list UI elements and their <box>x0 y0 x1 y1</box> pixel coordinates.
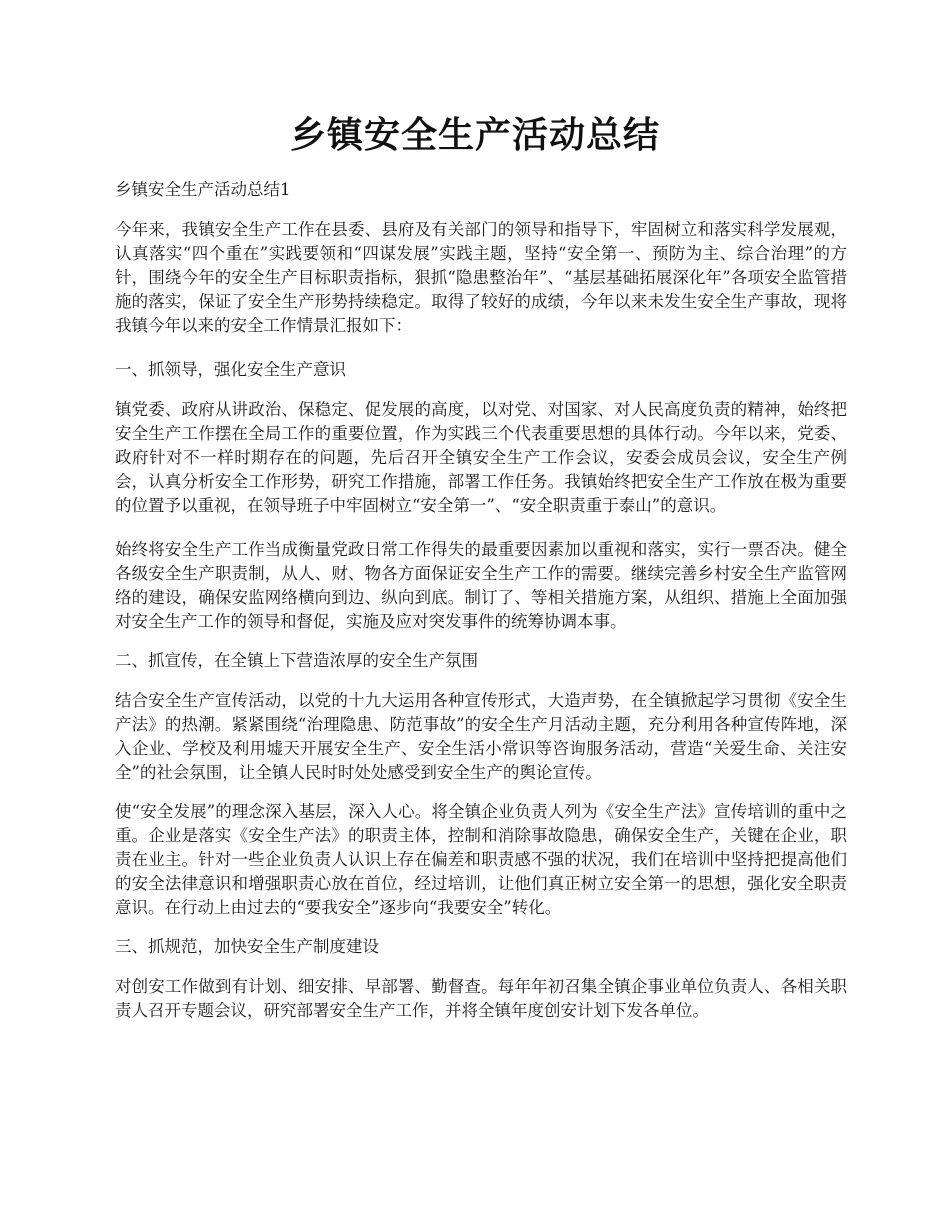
body-paragraph: 结合安全生产宣传活动，以党的十九大运用各种宣传形式，大造声势，在全镇掀起学习贯彻《安全生产法》的热潮。紧紧围绕“治理隐患、防范事故”的安全生产月活动主题，充分利用各种宣传阵地，深入企业、学校及利用墟天开展安全生产、安全生活小常识等咨询服务活动，营造“关爱生命、关注安全”的社会氛围，让全镇人民时时处处感受到安全生产的舆论宣传。 <box>115 691 847 782</box>
intro-paragraph: 今年来，我镇安全生产工作在县委、县府及有关部门的领导和指导下，牢固树立和落实科学发展观，认真落实“四个重在”实践要领和“四谋发展”实践主题，坚持“安全第一、预防为主、综合治理”的方针，围绕今年的安全生产目标职责指标，狠抓“隐患整治年”、“基层基础拓展深化年”各项安全监管措施的落实，保证了安全生产形势持续稳定。取得了较好的成绩，今年以来未发生安全生产事故，现将我镇今年以来的安全工作情景汇报如下： <box>115 220 847 335</box>
section-heading-3: 三、抓规范，加快安全生产制度建设 <box>115 937 379 956</box>
body-paragraph: 始终将安全生产工作当成衡量党政日常工作得失的最重要因素加以重视和落实，实行一票否决。健全各级安全生产职责制，从人、财、物各方面保证安全生产工作的需要。继续完善乡村安全生产监管网络的建设，确保安监网络横向到边、纵向到底。制订了、等相关措施方案，从组织、措施上全面加强对安全生产工作的领导和督促，实施及应对突发事件的统筹协调本事。 <box>115 540 847 631</box>
body-paragraph: 使“安全发展”的理念深入基层，深入人心。将全镇企业负责人列为《安全生产法》宣传培训的重中之重。企业是落实《安全生产法》的职责主体，控制和消除事故隐患，确保安全生产，关键在企业，职责在业主。针对一些企业负责人认识上存在偏差和职责感不强的状况，我们在培训中坚持把提高他们的安全法律意识和增强职责心放在首位，经过培训，让他们真正树立安全第一的思想，强化安全职责意识。在行动上由过去的“要我安全”逐步向“我要安全”转化。 <box>115 802 847 917</box>
subtitle-paragraph: 乡镇安全生产活动总结1 <box>115 180 291 199</box>
body-paragraph: 对创安工作做到有计划、细安排、早部署、勤督查。每年年初召集全镇企事业单位负责人、各相关职责人召开专题会议，研究部署安全生产工作，并将全镇年度创安计划下发各单位。 <box>115 977 847 1020</box>
document-body <box>115 178 847 1038</box>
body-paragraph: 镇党委、政府从讲政治、保稳定、促发展的高度，以对党、对国家、对人民高度负责的精神，始终把安全生产工作摆在全局工作的重要位置，作为实践三个代表重要思想的具体行动。今年以来，党委、政府针对不一样时期存在的问题，先后召开全镇安全生产工作会议，安委会成员会议，安全生产例会，认真分析安全工作形势，研究工作措施，部署工作任务。我镇始终把安全生产工作放在极为重要的位置予以重视，在领导班子中牢固树立“安全第一”、“安全职责重于泰山”的意识。 <box>115 400 847 515</box>
section-heading-1: 一、抓领导，强化安全生产意识 <box>115 360 346 379</box>
document-title: 乡镇安全生产活动总结 <box>289 114 660 156</box>
section-heading-2: 二、抓宣传，在全镇上下营造浓厚的安全生产氛围 <box>115 651 478 670</box>
